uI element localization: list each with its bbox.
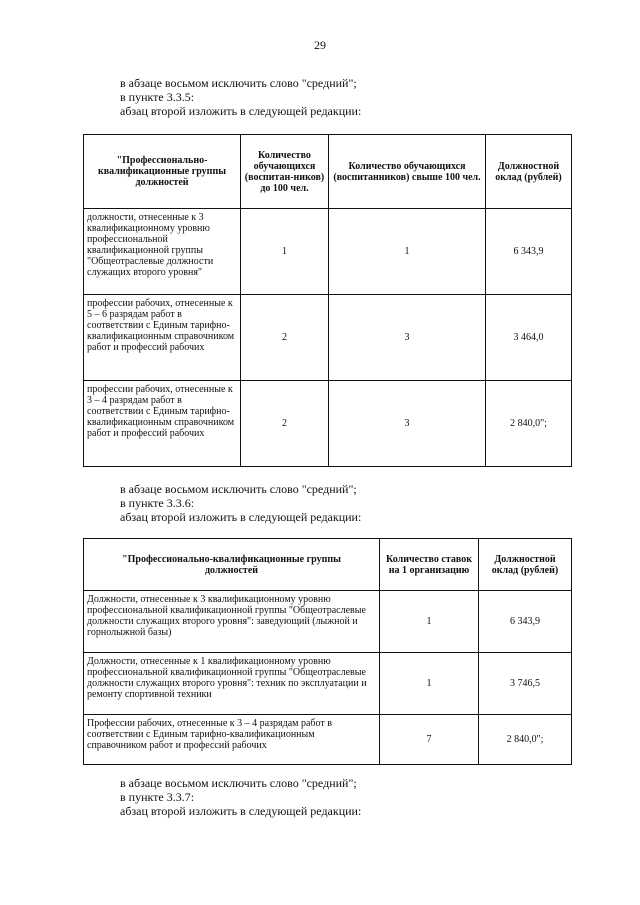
paragraph-line: в пункте 3.3.5: <box>120 90 195 104</box>
table-row <box>84 295 572 381</box>
table-cell: профессии рабочих, отнесенные к 3 – 4 разрядам работ в соответствии с Единым тарифно-квалификационным справочником работ и профессий рабочих <box>84 381 241 467</box>
salary-table-1 <box>83 134 572 467</box>
paragraph-line: абзац второй изложить в следующей редакции: <box>120 104 362 118</box>
column-header: Должностной оклад (рублей) <box>479 539 572 591</box>
table-cell: 1 <box>329 209 486 295</box>
paragraph-line: в абзаце восьмом исключить слово "средний"; <box>120 482 357 496</box>
table-row <box>84 715 572 765</box>
table-cell: Профессии рабочих, отнесенные к 3 – 4 разрядам работ в соответствии с Единым тарифно-квалификационным справочником работ и профессий рабочих <box>84 715 380 765</box>
paragraph-line: в абзаце восьмом исключить слово "средний"; <box>120 776 357 790</box>
paragraph-line: в пункте 3.3.7: <box>120 790 195 804</box>
table-cell: 7 <box>380 715 479 765</box>
paragraph-block-1 <box>120 76 361 118</box>
table-cell: 1 <box>380 591 479 653</box>
paragraph-line: абзац второй изложить в следующей редакции: <box>120 510 362 524</box>
table-cell: 6 343,9 <box>479 591 572 653</box>
table-cell: 3 464,0 <box>486 295 572 381</box>
table-cell: 3 746,5 <box>479 653 572 715</box>
table-cell: должности, отнесенные к 3 квалификационному уровню профессиональной квалификационной группы "Общеотраслевые должности служащих второго уровня" <box>84 209 241 295</box>
column-header: "Профессионально-квалификационные группы должностей <box>84 135 241 209</box>
table-cell: 2 <box>241 381 329 467</box>
table-cell: 1 <box>241 209 329 295</box>
table-cell: Должности, отнесенные к 3 квалификационному уровню профессиональной квалификационной группы "Общеотраслевые должности служащих второго уровня": заведующий (лыжной и горнолыжной базы) <box>84 591 380 653</box>
column-header: Количество обучающихся (воспитан-ников) до 100 чел. <box>241 135 329 209</box>
paragraph-line: в пункте 3.3.6: <box>120 496 195 510</box>
table-row <box>84 591 572 653</box>
table-row <box>84 209 572 295</box>
table-cell: 1 <box>380 653 479 715</box>
table-header-row <box>84 135 572 209</box>
table-row <box>84 381 572 467</box>
salary-table-2 <box>83 538 572 765</box>
table-cell: Должности, отнесенные к 1 квалификационному уровню профессиональной квалификационной группы "Общеотраслевые должности служащих второго уровня": техник по эксплуатации и ремонту спортивной техники <box>84 653 380 715</box>
table-header-row <box>84 539 572 591</box>
table-cell: 6 343,9 <box>486 209 572 295</box>
column-header: Количество ставок на 1 организацию <box>380 539 479 591</box>
table-cell: 3 <box>329 295 486 381</box>
table-cell: 2 <box>241 295 329 381</box>
column-header: Количество обучающихся (воспитанников) свыше 100 чел. <box>329 135 486 209</box>
page-number: 29 <box>314 38 326 52</box>
column-header: Должностной оклад (рублей) <box>486 135 572 209</box>
paragraph-line: в абзаце восьмом исключить слово "средний"; <box>120 76 357 90</box>
table-cell: профессии рабочих, отнесенные к 5 – 6 разрядам работ в соответствии с Единым тарифно-квалификационным справочником работ и профессий рабочих <box>84 295 241 381</box>
column-header: "Профессионально-квалификационные группы должностей <box>84 539 380 591</box>
table-cell: 3 <box>329 381 486 467</box>
paragraph-line: абзац второй изложить в следующей редакции: <box>120 804 362 818</box>
paragraph-block-3 <box>120 776 361 818</box>
table-cell: 2 840,0"; <box>479 715 572 765</box>
paragraph-block-2 <box>120 482 361 524</box>
table-row <box>84 653 572 715</box>
table-cell: 2 840,0"; <box>486 381 572 467</box>
